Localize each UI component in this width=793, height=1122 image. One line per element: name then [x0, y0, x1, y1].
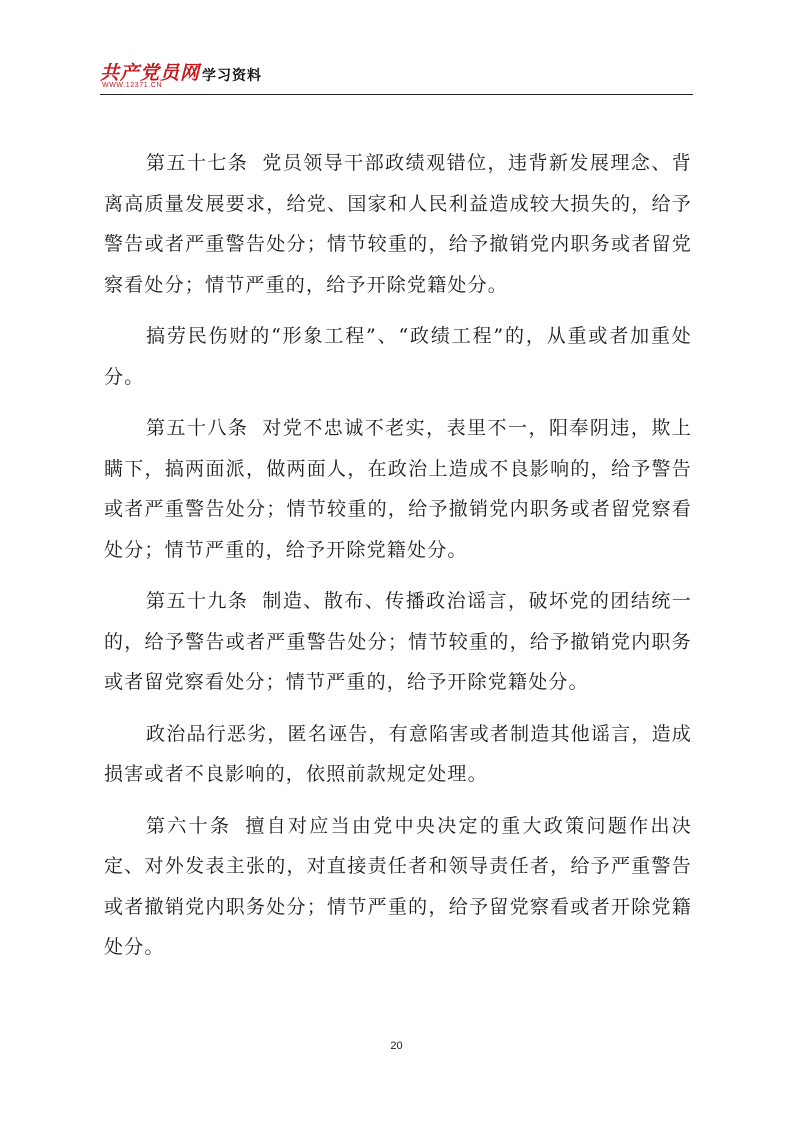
site-logo-url: WWW.12371.CN: [102, 82, 163, 89]
paragraph-text: 政治品行恶劣，匿名诬告，有意陷害或者制造其他谣言，造成损害或者不良影响的，依照前款规定处理。: [104, 722, 692, 785]
paragraph-text: 制造、散布、传播政治谣言，破坏党的团结统一的，给予警告或者严重警告处分；情节较重的，给予撤销党内职务或者留党察看处分；情节严重的，给予开除党籍处分。: [104, 590, 692, 693]
paragraph-article-59: [104, 581, 692, 703]
paragraph-text: 搞劳民伤财的“形象工程”、“政绩工程”的，从重或者加重处分。: [104, 325, 692, 388]
header-divider: [100, 94, 693, 95]
paragraph-article-58: [104, 408, 692, 570]
paragraph-article-57: [104, 143, 692, 305]
page-header: [100, 58, 692, 98]
article-number: 第五十七条: [146, 152, 249, 174]
paragraph-article-57-clause-2: [104, 316, 692, 397]
article-number: 第六十条: [146, 814, 232, 837]
site-logo: 共产党员网: [100, 62, 201, 84]
paragraph-text: 党员领导干部政绩观错位，违背新发展理念、背离高质量发展要求，给党、国家和人民利益造成较大损失的，给予警告或者严重警告处分；情节较重的，给予撤销党内职务或者留党察看处分；情节严重的，给予开除党籍处分。: [104, 152, 692, 296]
paragraph-text: 对党不忠诚不老实，表里不一，阳奉阴违，欺上瞒下，搞两面派，做两面人，在政治上造成不良影响的，给予警告或者严重警告处分；情节较重的，给予撤销党内职务或者留党察看处分；情节严重的，给予开除党籍处分。: [104, 417, 692, 561]
paragraph-article-59-clause-2: [104, 714, 692, 795]
paragraph-article-60: [104, 806, 692, 968]
document-body: [104, 143, 692, 979]
header-label: 学习资料: [202, 68, 262, 84]
page-number: 20: [390, 1040, 403, 1052]
article-number: 第五十九条: [146, 590, 249, 612]
paragraph-text: 擅自对应当由党中央决定的重大政策问题作出决定、对外发表主张的，对直接责任者和领导责任者，给予严重警告或者撤销党内职务处分；情节严重的，给予留党察看或者开除党籍处分。: [104, 814, 693, 958]
article-number: 第五十八条: [146, 417, 249, 439]
